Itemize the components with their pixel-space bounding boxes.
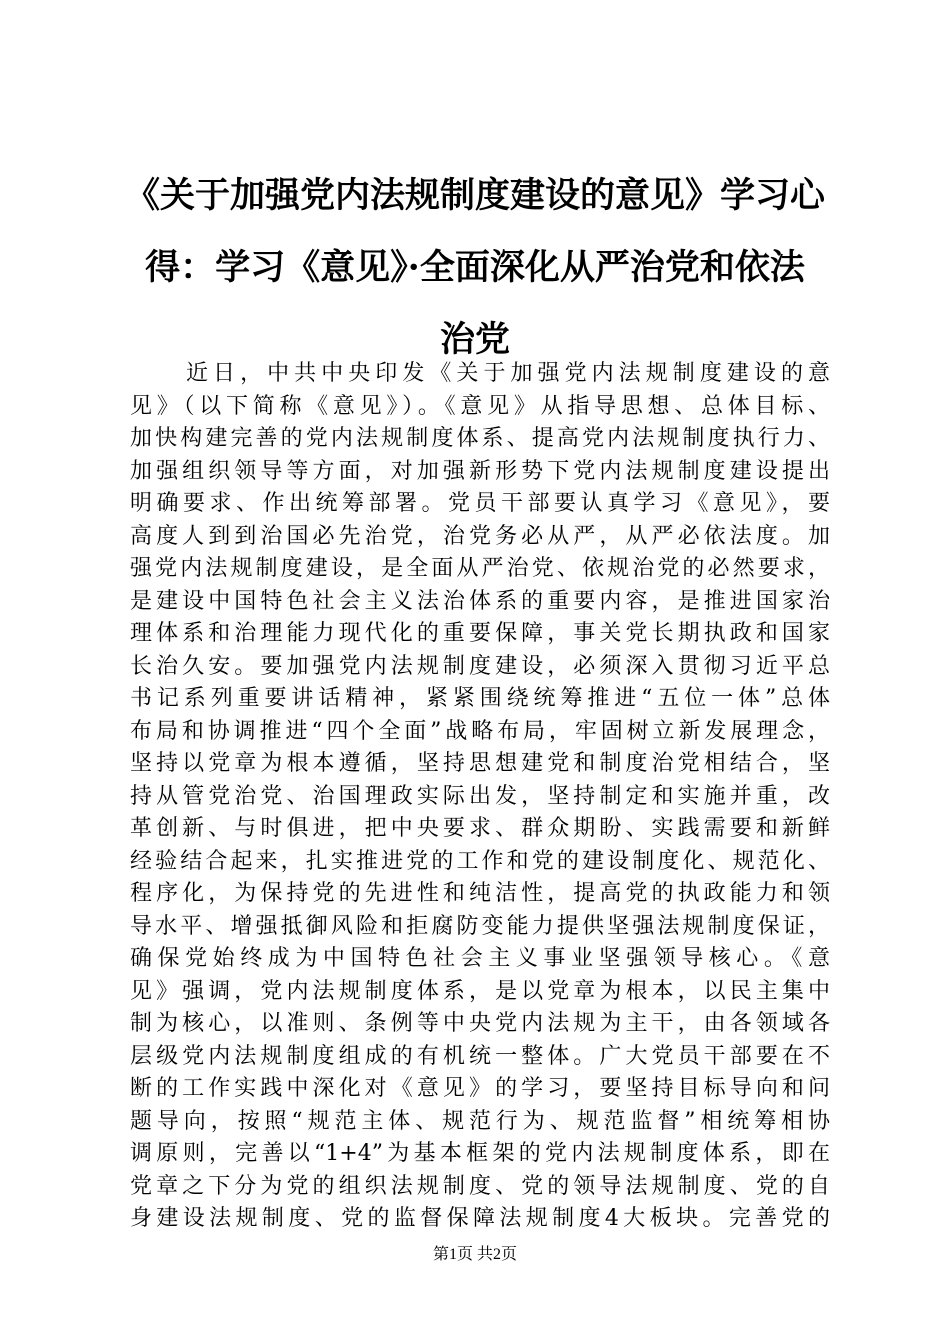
document-body bbox=[130, 358, 830, 1236]
body-line: 题导向，按照“规范主体、规范行为、规范监督”相统筹相协 bbox=[130, 1108, 830, 1134]
body-line: 书记系列重要讲话精神，紧紧围绕统筹推进“五位一体”总体 bbox=[130, 686, 830, 711]
title-line: 得：学习《意见》·全面深化从严治党和依法 bbox=[145, 247, 805, 288]
body-line: 经验结合起来，扎实推进党的工作和党的建设制度化、规范化、 bbox=[130, 848, 830, 874]
body-line: 加快构建完善的党内法规制度体系、提高党内法规制度执行力、 bbox=[130, 426, 830, 451]
body-line: 布局和协调推进“四个全面”战略布局，牢固树立新发展理念， bbox=[130, 718, 830, 744]
body-line: 党章之下分为党的组织法规制度、党的领导法规制度、党的自 bbox=[130, 1173, 830, 1199]
body-line: 近日，中共中央印发《关于加强党内法规制度建设的意 bbox=[186, 361, 830, 386]
body-line: 革创新、与时俱进，把中央要求、群众期盼、实践需要和新鲜 bbox=[130, 816, 830, 841]
body-line: 层级党内法规制度组成的有机统一整体。广大党员干部要在不 bbox=[130, 1043, 830, 1069]
title-line: 《关于加强党内法规制度建设的意见》学习心 bbox=[124, 175, 825, 216]
document-title bbox=[120, 160, 830, 376]
body-line: 导水平、增强抵御风险和拒腐防变能力提供坚强法规制度保证， bbox=[130, 913, 830, 939]
body-line: 调原则，完善以“1+4”为基本框架的党内法规制度体系，即在 bbox=[130, 1141, 830, 1166]
body-line: 高度人到到治国必先治党，治党务必从严，从严必依法度。加 bbox=[130, 523, 830, 549]
body-line: 是建设中国特色社会主义法治体系的重要内容，是推进国家治 bbox=[130, 588, 830, 614]
body-line: 持从管党治党、治国理政实际出发，坚持制定和实施并重，改 bbox=[130, 783, 830, 809]
body-line: 加强组织领导等方面，对加强新形势下党内法规制度建设提出 bbox=[130, 458, 830, 484]
body-line: 确保党始终成为中国特色社会主义事业坚强领导核心。《意 bbox=[130, 946, 830, 971]
title-line: 治党 bbox=[439, 319, 510, 360]
body-line: 身建设法规制度、党的监督保障法规制度4大板块。完善党的 bbox=[130, 1206, 830, 1231]
body-line: 见》（以下简称《意见》）。《意见》从指导思想、总体目标、 bbox=[130, 393, 830, 419]
body-line: 理体系和治理能力现代化的重要保障，事关党长期执政和国家 bbox=[130, 621, 830, 646]
body-line: 强党内法规制度建设，是全面从严治党、依规治党的必然要求， bbox=[130, 556, 830, 581]
page-footer: 第1页 共2页 bbox=[432, 1246, 517, 1263]
body-line: 断的工作实践中深化对《意见》的学习，要坚持目标导向和问 bbox=[130, 1076, 830, 1101]
body-line: 坚持以党章为根本遵循，坚持思想建党和制度治党相结合，坚 bbox=[130, 751, 830, 776]
body-line: 程序化，为保持党的先进性和纯洁性，提高党的执政能力和领 bbox=[130, 881, 830, 906]
body-line: 明确要求、作出统筹部署。党员干部要认真学习《意见》，要 bbox=[130, 491, 830, 516]
body-line: 制为核心，以准则、条例等中央党内法规为主干，由各领域各 bbox=[130, 1011, 830, 1036]
body-line: 见》强调，党内法规制度体系，是以党章为根本，以民主集中 bbox=[130, 978, 830, 1004]
body-line: 长治久安。要加强党内法规制度建设，必须深入贯彻习近平总 bbox=[130, 653, 830, 679]
